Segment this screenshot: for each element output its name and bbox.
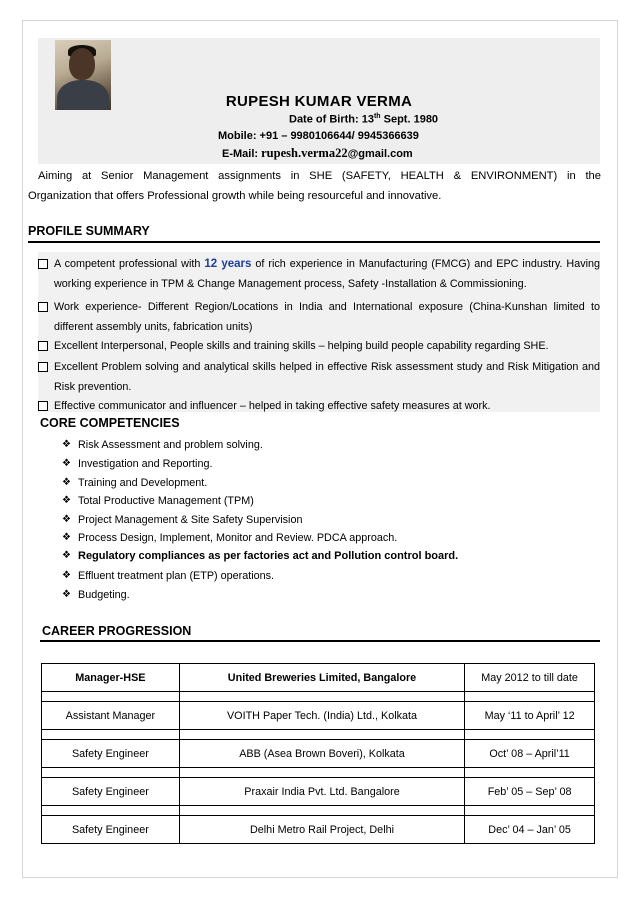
candidate-name: RUPESH KUMAR VERMA xyxy=(225,93,413,110)
objective-line-1: Aiming at Senior Management assignments in SHE (SAFETY, HEALTH & ENVIRONMENT) in the xyxy=(38,170,601,182)
table-row xyxy=(42,778,595,806)
profile-item: Effective communicator and influencer – helped in taking effective safety measures at work. xyxy=(38,396,600,416)
career-progression-rule xyxy=(40,640,600,642)
table-row xyxy=(42,816,595,844)
checkbox-icon xyxy=(38,401,48,411)
diamond-bullet-icon: ❖ xyxy=(62,550,71,561)
period-cell: Feb’ 05 – Sep’ 08 xyxy=(465,778,595,806)
diamond-bullet-icon: ❖ xyxy=(62,514,71,525)
career-progression-heading: CAREER PROGRESSION xyxy=(42,624,192,638)
company-cell: United Breweries Limited, Bangalore xyxy=(179,664,464,692)
objective xyxy=(28,166,601,202)
diamond-bullet-icon: ❖ xyxy=(62,532,71,543)
checkbox-icon xyxy=(38,259,48,269)
profile-item: Excellent Problem solving and analytical skills helped in effective Risk assessment study and Risk Mitigation and Risk prevention. xyxy=(38,357,600,397)
diamond-bullet-icon: ❖ xyxy=(62,495,71,506)
email-domain: @gmail.com xyxy=(347,148,413,160)
role-cell: Safety Engineer xyxy=(42,778,180,806)
profile-item: Excellent Interpersonal, People skills and training skills – helping build people capability regarding SHE. xyxy=(38,336,600,356)
mobile-number: Mobile: +91 – 9980106644/ 9945366639 xyxy=(218,130,419,142)
company-cell: ABB (Asea Brown Boveri), Kolkata xyxy=(179,740,464,768)
period-cell: Oct’ 08 – April’11 xyxy=(465,740,595,768)
table-row xyxy=(42,664,595,692)
diamond-bullet-icon: ❖ xyxy=(62,477,71,488)
core-competencies-heading: CORE COMPETENCIES xyxy=(40,416,180,430)
role-cell: Safety Engineer xyxy=(42,740,180,768)
diamond-bullet-icon: ❖ xyxy=(62,589,71,600)
checkbox-icon xyxy=(38,362,48,372)
career-table xyxy=(41,663,595,844)
profile-item: A competent professional with 12 years of rich experience in Manufacturing (FMCG) and EPC industry. Having working experience in TPM & Change Management process, Safety -Installation & Commissioning. xyxy=(38,254,600,294)
profile-item: Work experience- Different Region/Locations in India and International exposure (China-Kunshan limited to different assembly units, fabrication units) xyxy=(38,297,600,337)
company-cell: Praxair India Pvt. Ltd. Bangalore xyxy=(179,778,464,806)
diamond-bullet-icon: ❖ xyxy=(62,458,71,469)
profile-summary-heading: PROFILE SUMMARY xyxy=(28,224,150,238)
diamond-bullet-icon: ❖ xyxy=(62,570,71,581)
email-user: rupesh.verma22 xyxy=(261,146,348,160)
company-cell: VOITH Paper Tech. (India) Ltd., Kolkata xyxy=(179,702,464,730)
profile-summary-rule xyxy=(28,241,600,243)
years-highlight: 12 years xyxy=(204,258,252,270)
period-cell: May ‘11 to April’ 12 xyxy=(465,702,595,730)
role-cell: Safety Engineer xyxy=(42,816,180,844)
table-row xyxy=(42,740,595,768)
diamond-bullet-icon: ❖ xyxy=(62,439,71,450)
role-cell: Assistant Manager xyxy=(42,702,180,730)
checkbox-icon xyxy=(38,341,48,351)
date-of-birth: Date of Birth: 13th Sept. 1980 xyxy=(289,113,439,126)
company-cell: Delhi Metro Rail Project, Delhi xyxy=(179,816,464,844)
email: E-Mail: rupesh.verma22@gmail.com xyxy=(222,146,413,160)
role-cell: Manager-HSE xyxy=(42,664,180,692)
checkbox-icon xyxy=(38,302,48,312)
period-cell: Dec’ 04 – Jan’ 05 xyxy=(465,816,595,844)
objective-line-2: Organization that offers Professional growth while being resourceful and innovative. xyxy=(28,190,442,202)
period-cell: May 2012 to till date xyxy=(465,664,595,692)
table-row xyxy=(42,702,595,730)
